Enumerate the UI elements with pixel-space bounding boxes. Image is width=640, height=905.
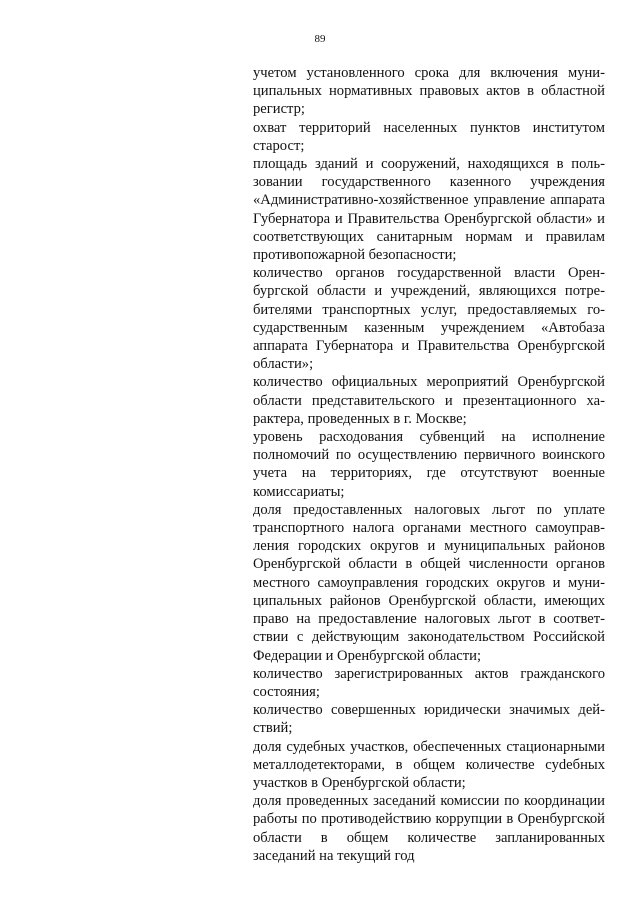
list-item: количество органов государственной власти Оренбургской области и учреждений, являющихся потребителями транспортных услуг, предоставляемых государственным казенным учреждением «Автобаза аппарата Губернатора и Правительства Оренбургской области»; (253, 265, 605, 373)
list-item: учетом установленного срока для включения муниципальных нормативных правовых актов в областной регистр; (253, 65, 605, 118)
page-number: 89 (314, 33, 326, 45)
list-item: количество совершенных юридически значимых действий; (253, 702, 605, 737)
list-item: уровень расходования субвенций на исполнение полномочий по осуществлению первичного воинского учета на территориях, где отсутствуют военные комиссариаты; (253, 429, 605, 500)
list-item: охват территорий населенных пунктов институтом старост; (253, 119, 605, 154)
indicator-list (253, 64, 605, 865)
list-item: площадь зданий и сооружений, находящихся в пользовании государственного казенного учреждения «Административно-хозяйственное управление аппарата Губернатора и Правительства Оренбургской области» и соответствующих санитарным нормам и правилам противопожарной безопасности; (253, 156, 605, 264)
list-item: доля проведенных заседаний комиссии по координации работы по противодействию коррупции в Оренбургской области в общем количестве запланированных заседаний на текущий год (253, 793, 605, 864)
list-item: доля предоставленных налоговых льгот по уплате транспортного налога органами местного самоуправления городских округов и муниципальных районов Оренбургской области в общей численности органов местного самоуправления городских округов и муниципальных районов Оренбургской области, имеющих право на предоставление налоговых льгот в соответствии с действующим законодательством Российской Федерации и Оренбургской области; (253, 501, 605, 664)
list-item: доля судебных участков, обеспеченных стационарными металлодетекторами, в общем количестве суdебных участков в Оренбургской области; (253, 738, 605, 791)
list-item: количество зарегистрированных актов гражданского состояния; (253, 665, 605, 700)
list-item: количество официальных мероприятий Оренбургской области представительского и презентационного характера, проведенных в г. Москве; (253, 374, 605, 427)
